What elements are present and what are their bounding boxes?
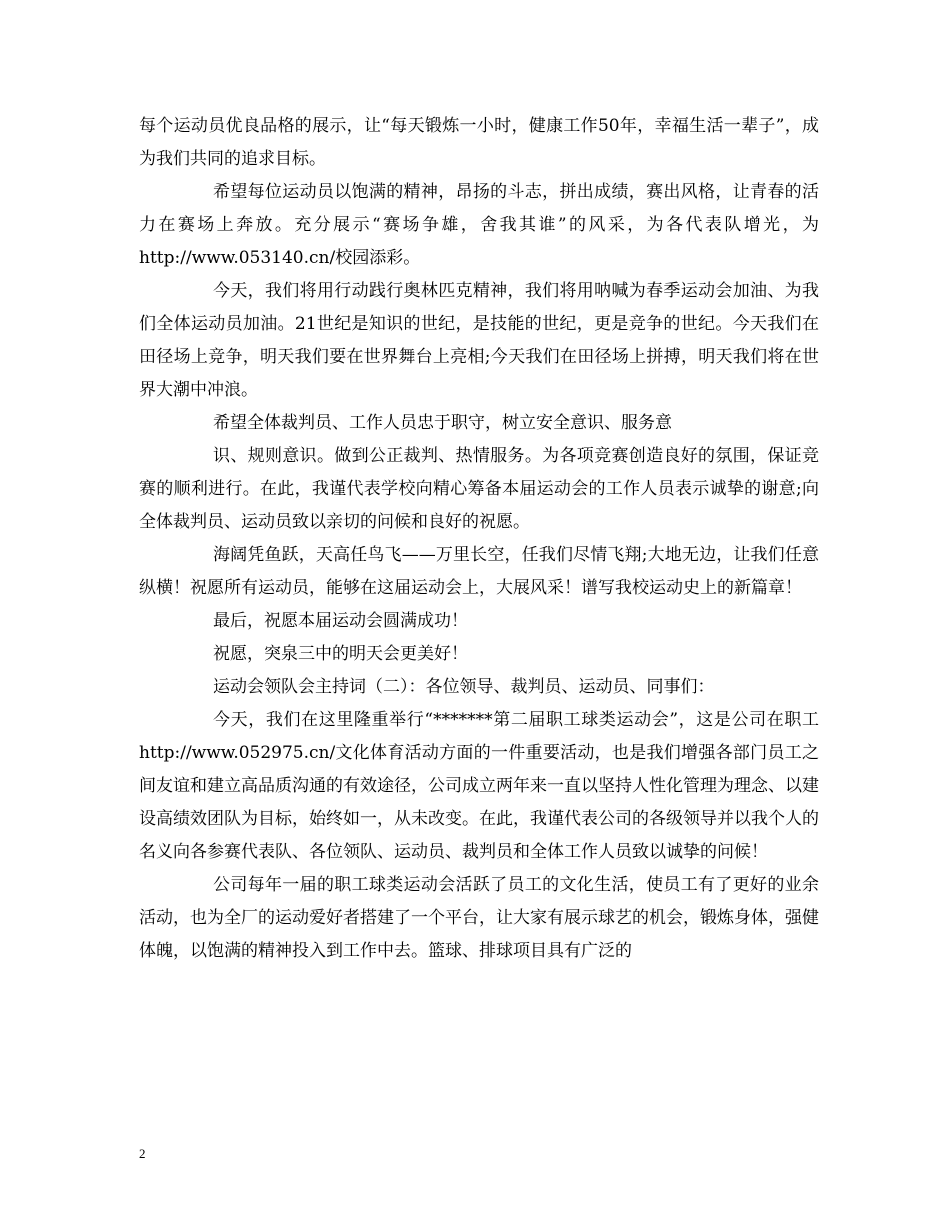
paragraph-5: 识、规则意识。做到公正裁判、热情服务。为各项竞赛创造良好的氛围，保证竞赛的顺利进行。在此，我谨代表学校向精心筹备本届运动会的工作人员表示诚挚的谢意;向全体裁判员、运动员致以亲切的问候和良好的祝愿。 <box>139 446 819 532</box>
paragraph-7: 最后，祝愿本届运动会圆满成功！ <box>213 611 468 631</box>
paragraph-8: 祝愿，突泉三中的明天会更美好！ <box>213 644 468 664</box>
paragraph-10: 今天，我们在这里隆重举行“*******第二届职工球类运动会”，这是公司在职工http://www.052975.cn/文化体育活动方面的一件重要活动，也是我们增强各部门员工之间友谊和建立高品质沟通的有效途径，公司成立两年来一直以坚持人性化管理为理念、以建设高绩效团队为目标，始终如一，从未改变。在此，我谨代表公司的各级领导并以我个人的名义向各参赛代表队、各位领队、运动员、裁判员和全体工作人员致以诚挚的问候！ <box>139 710 819 862</box>
paragraph-11: 公司每年一届的职工球类运动会活跃了员工的文化生活，使员工有了更好的业余活动，也为全厂的运动爱好者搭建了一个平台，让大家有展示球艺的机会，锻炼身体，强健体魄，以饱满的精神投入到工作中去。篮球、排球项目具有广泛的 <box>139 875 819 961</box>
paragraph-1: 每个运动员优良品格的展示，让“每天锻炼一小时，健康工作50年，幸福生活一辈子”，成为我们共同的追求目标。 <box>139 116 819 169</box>
paragraph-3: 今天，我们将用行动践行奥林匹克精神，我们将用呐喊为春季运动会加油、为我们全体运动员加油。21世纪是知识的世纪，是技能的世纪，更是竞争的世纪。今天我们在田径场上竞争，明天我们要在世界舞台上亮相;今天我们在田径场上拼搏，明天我们将在世界大潮中冲浪。 <box>139 281 819 400</box>
paragraph-2: 希望每位运动员以饱满的精神，昂扬的斗志，拼出成绩，赛出风格，让青春的活力在赛场上奔放。充分展示“赛场争雄，舍我其谁”的风采，为各代表队增光，为http://www.053140.cn/校园添彩。 <box>139 182 819 268</box>
paragraph-6: 海阔凭鱼跃，天高任鸟飞——万里长空，任我们尽情飞翔;大地无边，让我们任意纵横！祝愿所有运动员，能够在这届运动会上，大展风采！谱写我校运动史上的新篇章！ <box>139 545 819 598</box>
body-text <box>139 110 819 968</box>
paragraph-4: 希望全体裁判员、工作人员忠于职守，树立安全意识、服务意 <box>213 413 672 433</box>
page-number: 2 <box>139 1146 146 1161</box>
paragraph-9: 运动会领队会主持词（二）：各位领导、裁判员、运动员、同事们： <box>213 677 715 697</box>
